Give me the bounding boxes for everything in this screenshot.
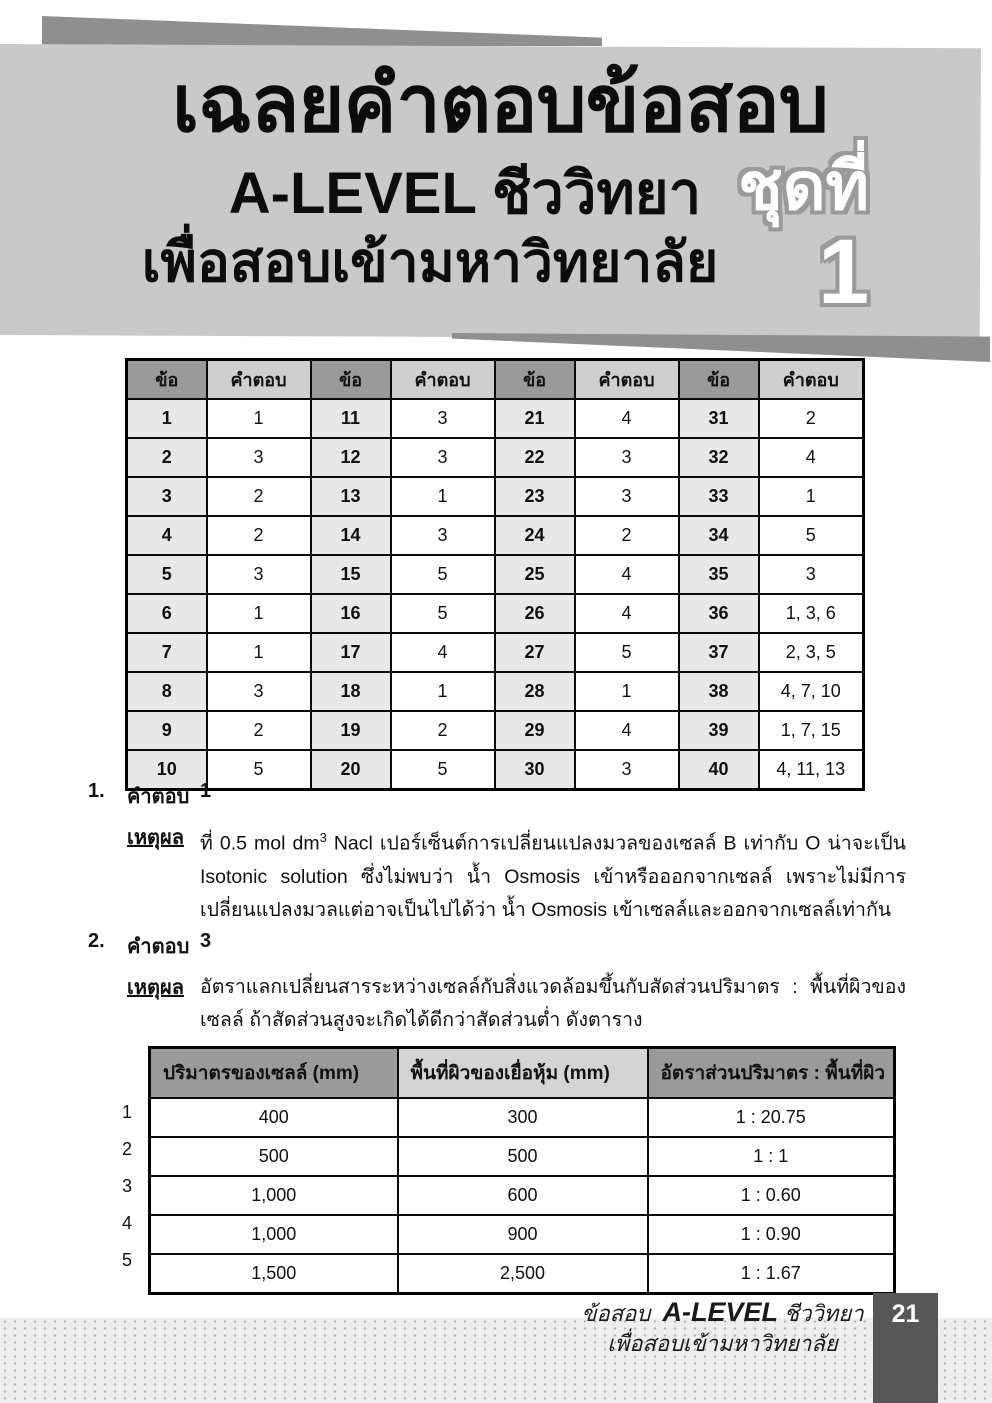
question-number-cell: 40 bbox=[679, 750, 759, 790]
question-number-cell: 11 bbox=[311, 399, 391, 438]
question-number-cell: 33 bbox=[679, 477, 759, 516]
answer-value-cell: 5 bbox=[575, 633, 679, 672]
ratio-row-number: 1 bbox=[122, 1102, 133, 1122]
question-number-cell: 32 bbox=[679, 438, 759, 477]
answer-value-cell: 3 bbox=[391, 399, 495, 438]
answer-value-cell: 3 bbox=[391, 438, 495, 477]
ratio-table-cell: 1 : 20.75 bbox=[648, 1098, 895, 1137]
question-number-cell: 15 bbox=[311, 555, 391, 594]
answer-value-cell: 3 bbox=[575, 477, 679, 516]
ratio-table-cell: 1 : 0.60 bbox=[648, 1176, 895, 1215]
answer-table-head bbox=[127, 360, 864, 400]
footer-subject: ชีววิทยา bbox=[784, 1301, 864, 1326]
ratio-table-row bbox=[150, 1215, 895, 1254]
question-number-cell: 18 bbox=[311, 672, 391, 711]
answer-value-cell: 3 bbox=[207, 438, 311, 477]
question-number-cell: 39 bbox=[679, 711, 759, 750]
ratio-table-cell: 2,500 bbox=[398, 1254, 648, 1294]
question-number-cell: 23 bbox=[495, 477, 575, 516]
answer-value-cell: 1 bbox=[759, 477, 864, 516]
reason-part-post: Nacl เปอร์เซ็นต์การเปลี่ยนแปลงมวลของเซลล์ B เท่ากับ O น่าจะเป็น Isotonic solution ซึ่งไม่พบว่า น้ำ Osmosis เข้าหรือออกจากเซลล์ เพราะไม่มีการเปลี่ยนแปลงมวลแต่อาจเป็นไปได้ว่า น้ำ Osmosis เข้าเซลล์และออกจากเซลล์เท่ากัน bbox=[200, 832, 906, 921]
volume-col-header: ปริมาตรของเซลล์ (mm) bbox=[150, 1048, 398, 1099]
question-number-cell: 2 bbox=[127, 438, 207, 477]
question-number-cell: 8 bbox=[127, 672, 207, 711]
answer-value-cell: 2 bbox=[207, 516, 311, 555]
answer-value-cell: 2 bbox=[575, 516, 679, 555]
page-title-line2: A-LEVEL ชีววิทยา bbox=[228, 161, 702, 226]
question-number-cell: 29 bbox=[495, 711, 575, 750]
question-number-cell: 10 bbox=[127, 750, 207, 790]
answer-col-header: คำตอบ bbox=[759, 360, 864, 400]
ratio-row-number: 4 bbox=[122, 1213, 133, 1233]
question-number-cell: 19 bbox=[311, 711, 391, 750]
ratio-table-cell: 1 : 0.90 bbox=[648, 1215, 895, 1254]
answer-table-row bbox=[127, 399, 864, 438]
reason-text: อัตราแลกเปลี่ยนสารระหว่างเซลล์กับสิ่งแวดล้อมขึ้นกับสัดส่วนปริมาตร : พื้นที่ผิวของเซลล์ ถ้าสัดส่วนสูงจะเกิดได้ดีกว่าสัดส่วนต่ำ ดังตาราง bbox=[200, 976, 906, 1031]
ratio-table-header-row bbox=[150, 1048, 895, 1099]
answer-value-cell: 5 bbox=[207, 750, 311, 790]
answer-value-cell: 4 bbox=[575, 399, 679, 438]
answer-value-cell: 1 bbox=[207, 399, 311, 438]
ratio-table-cell: 400 bbox=[150, 1098, 398, 1137]
footer-exam-word: ข้อสอบ bbox=[581, 1301, 651, 1326]
answer-value-cell: 4 bbox=[575, 594, 679, 633]
answer-value-cell: 4, 7, 10 bbox=[759, 672, 864, 711]
answer-value-cell: 2 bbox=[759, 399, 864, 438]
question-number-cell: 37 bbox=[679, 633, 759, 672]
answer-table-row bbox=[127, 477, 864, 516]
explanation-section-2 bbox=[88, 930, 918, 1037]
answer-table-row bbox=[127, 594, 864, 633]
ratio-table-body bbox=[150, 1098, 895, 1294]
footer-line1 bbox=[575, 1297, 870, 1329]
answer-value-cell: 1 bbox=[575, 672, 679, 711]
answer-value-cell: 4 bbox=[391, 633, 495, 672]
explanation-section-1 bbox=[88, 780, 918, 927]
top-banner-wedge bbox=[42, 16, 602, 46]
question-number-cell: 5 bbox=[127, 555, 207, 594]
question-col-header: ข้อ bbox=[311, 360, 391, 400]
ratio-table-cell: 1 : 1 bbox=[648, 1137, 895, 1176]
ratio-table-cell: 600 bbox=[398, 1176, 648, 1215]
answer-value-cell: 1, 3, 6 bbox=[759, 594, 864, 633]
answer-label: คำตอบ bbox=[127, 786, 190, 808]
question-col-header: ข้อ bbox=[679, 360, 759, 400]
answer-value-cell: 4 bbox=[759, 438, 864, 477]
answer-value-cell: 2 bbox=[207, 711, 311, 750]
question-number-cell: 26 bbox=[495, 594, 575, 633]
ratio-table-row bbox=[150, 1137, 895, 1176]
question-number-cell: 30 bbox=[495, 750, 575, 790]
question-number-cell: 22 bbox=[495, 438, 575, 477]
page-title-line1: เฉลยคำตอบข้อสอบ bbox=[172, 59, 828, 148]
answer-value: 1 bbox=[200, 780, 212, 802]
set-badge-word: ชุดที่ bbox=[738, 149, 870, 223]
question-number-cell: 12 bbox=[311, 438, 391, 477]
answer-value-cell: 2 bbox=[207, 477, 311, 516]
question-col-header: ข้อ bbox=[495, 360, 575, 400]
answer-table-row bbox=[127, 711, 864, 750]
ratio-table bbox=[148, 1046, 896, 1295]
ratio-table-cell: 500 bbox=[150, 1137, 398, 1176]
question-number-cell: 4 bbox=[127, 516, 207, 555]
answer-table-row bbox=[127, 438, 864, 477]
answer-table-body bbox=[127, 399, 864, 790]
question-number-cell: 20 bbox=[311, 750, 391, 790]
answer-value: 3 bbox=[200, 930, 212, 952]
reason-label: เหตุผล bbox=[127, 827, 184, 849]
question-number-cell: 24 bbox=[495, 516, 575, 555]
answer-col-header: คำตอบ bbox=[207, 360, 311, 400]
ratio-table-cell: 1,500 bbox=[150, 1254, 398, 1294]
page-number: 21 bbox=[891, 1300, 920, 1328]
answer-table-row bbox=[127, 516, 864, 555]
answer-value-cell: 4 bbox=[575, 711, 679, 750]
ratio-table-cell: 1 : 1.67 bbox=[648, 1254, 895, 1294]
page-number-box bbox=[873, 1293, 938, 1403]
footer-brand: A-LEVEL bbox=[662, 1297, 779, 1327]
section-number: 1. bbox=[88, 780, 105, 802]
section-number: 2. bbox=[88, 930, 105, 952]
question-number-cell: 1 bbox=[127, 399, 207, 438]
answer-value-cell: 5 bbox=[391, 750, 495, 790]
footer-line2: เพื่อสอบเข้ามหาวิทยาลัย bbox=[607, 1331, 838, 1356]
answer-value-cell: 2, 3, 5 bbox=[759, 633, 864, 672]
answer-table-header-row bbox=[127, 360, 864, 400]
ratio-table-head bbox=[150, 1048, 895, 1099]
ratio-table-cell: 500 bbox=[398, 1137, 648, 1176]
set-badge-number: 1 bbox=[818, 221, 870, 323]
question-number-cell: 17 bbox=[311, 633, 391, 672]
answer-value-cell: 3 bbox=[391, 516, 495, 555]
ratio-table-cell: 300 bbox=[398, 1098, 648, 1137]
ratio-table-block bbox=[122, 1046, 896, 1295]
answer-value-cell: 1 bbox=[207, 633, 311, 672]
ratio-table-row bbox=[150, 1176, 895, 1215]
answer-value-cell: 2 bbox=[391, 711, 495, 750]
ratio-table-row-numbers bbox=[122, 1094, 144, 1279]
question-number-cell: 27 bbox=[495, 633, 575, 672]
answer-value-cell: 3 bbox=[575, 438, 679, 477]
question-number-cell: 25 bbox=[495, 555, 575, 594]
answer-value-cell: 5 bbox=[391, 555, 495, 594]
question-number-cell: 34 bbox=[679, 516, 759, 555]
answer-value-cell: 3 bbox=[759, 555, 864, 594]
answer-key-table bbox=[125, 358, 865, 791]
question-number-cell: 6 bbox=[127, 594, 207, 633]
question-number-cell: 36 bbox=[679, 594, 759, 633]
question-number-cell: 38 bbox=[679, 672, 759, 711]
answer-value-cell: 4, 11, 13 bbox=[759, 750, 864, 790]
ratio-table-row bbox=[150, 1254, 895, 1294]
ratio-table-cell: 1,000 bbox=[150, 1176, 398, 1215]
question-number-cell: 9 bbox=[127, 711, 207, 750]
answer-value-cell: 5 bbox=[759, 516, 864, 555]
ratio-table-cell: 900 bbox=[398, 1215, 648, 1254]
question-number-cell: 35 bbox=[679, 555, 759, 594]
answer-table-row bbox=[127, 672, 864, 711]
ratio-table-cell: 1,000 bbox=[150, 1215, 398, 1254]
ratio-row-number: 5 bbox=[122, 1250, 133, 1270]
ratio-table-row bbox=[150, 1098, 895, 1137]
ratio-col-header: อัตราส่วนปริมาตร : พื้นที่ผิว bbox=[648, 1048, 895, 1099]
ratio-row-number: 2 bbox=[122, 1139, 133, 1159]
question-number-cell: 28 bbox=[495, 672, 575, 711]
question-number-cell: 21 bbox=[495, 399, 575, 438]
question-number-cell: 7 bbox=[127, 633, 207, 672]
answer-value-cell: 3 bbox=[575, 750, 679, 790]
answer-table-row bbox=[127, 555, 864, 594]
answer-value-cell: 3 bbox=[207, 555, 311, 594]
answer-value-cell: 1 bbox=[391, 672, 495, 711]
answer-value-cell: 4 bbox=[575, 555, 679, 594]
answer-value-cell: 3 bbox=[207, 672, 311, 711]
answer-value-cell: 5 bbox=[391, 594, 495, 633]
footer-text bbox=[575, 1297, 870, 1359]
answer-value-cell: 1 bbox=[207, 594, 311, 633]
answer-value-cell: 1 bbox=[391, 477, 495, 516]
reason-text bbox=[200, 821, 906, 927]
answer-label: คำตอบ bbox=[127, 936, 190, 958]
reason-label: เหตุผล bbox=[127, 977, 184, 999]
question-col-header: ข้อ bbox=[127, 360, 207, 400]
question-number-cell: 16 bbox=[311, 594, 391, 633]
superscript-3: 3 bbox=[319, 830, 327, 845]
answer-col-header: คำตอบ bbox=[575, 360, 679, 400]
page-title-line3: เพื่อสอบเข้ามหาวิทยาลัย bbox=[141, 231, 719, 293]
reason-part-pre: ที่ 0.5 mol dm bbox=[200, 832, 320, 855]
question-number-cell: 13 bbox=[311, 477, 391, 516]
question-number-cell: 3 bbox=[127, 477, 207, 516]
answer-table-row bbox=[127, 633, 864, 672]
question-number-cell: 31 bbox=[679, 399, 759, 438]
ratio-row-number: 3 bbox=[122, 1176, 133, 1196]
surface-col-header: พื้นที่ผิวของเยื่อหุ้ม (mm) bbox=[398, 1048, 648, 1099]
question-number-cell: 14 bbox=[311, 516, 391, 555]
answer-col-header: คำตอบ bbox=[391, 360, 495, 400]
answer-value-cell: 1, 7, 15 bbox=[759, 711, 864, 750]
